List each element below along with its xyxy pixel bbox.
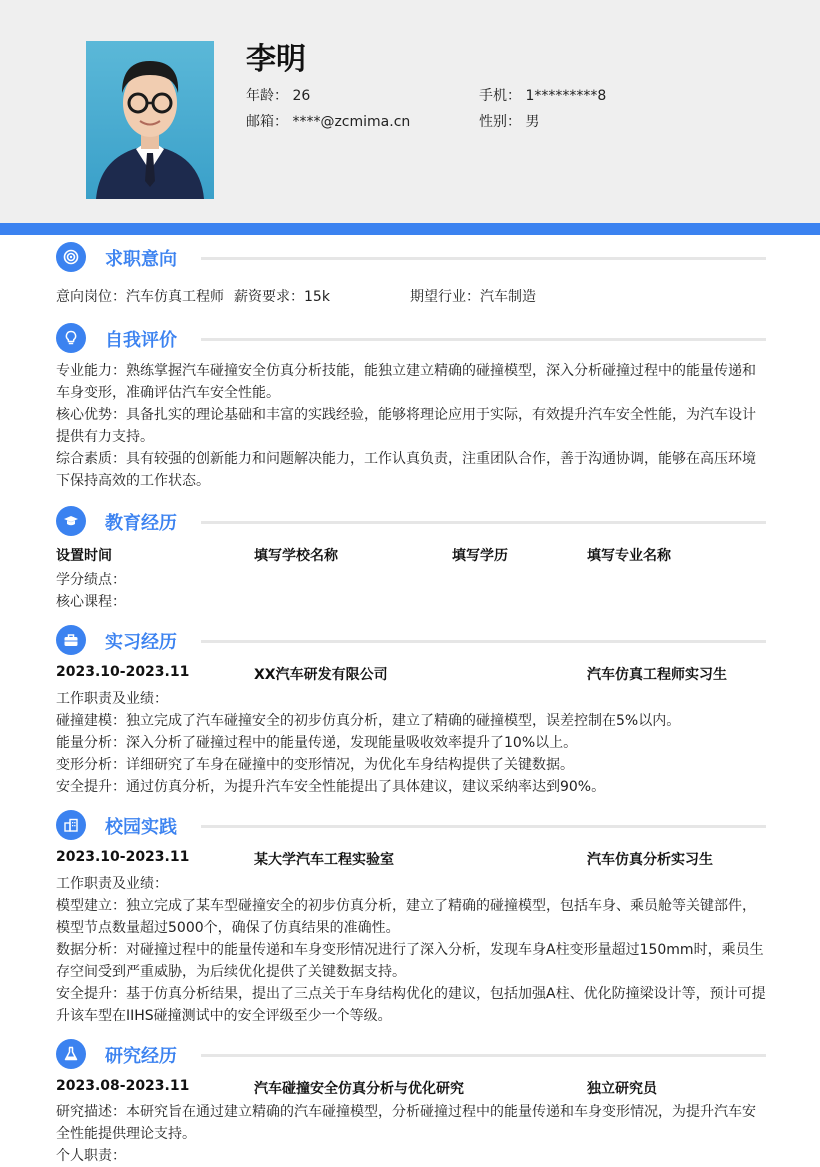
section-title: 自我评价 <box>105 330 177 351</box>
section-title: 求职意向 <box>105 249 177 270</box>
education-school: 填写学校名称 <box>254 548 338 564</box>
internship-line: 碰撞建模：独立完成了汽车碰撞安全的初步仿真分析，建立了精确的碰撞模型，误差控制在5%以内。 <box>56 713 681 729</box>
research-line: 个人职责： <box>56 1148 126 1164</box>
campus-line: 安全提升：基于仿真分析结果，提出了三点关于车身结构优化的建议，包括加强A柱、优化防撞梁设计等，预计可提升该车型在IIHS碰撞测试中的安全评级至少一个等级。 <box>56 986 766 1024</box>
candidate-name: 李明 <box>246 42 306 77</box>
education-gpa: 学分绩点： <box>56 572 126 588</box>
section-internship <box>56 625 766 657</box>
section-title: 校园实践 <box>105 817 177 838</box>
section-education <box>56 506 766 538</box>
section-divider <box>201 640 766 643</box>
section-title: 实习经历 <box>105 632 177 653</box>
internship-role: 汽车仿真工程师实习生 <box>587 667 727 683</box>
section-campus-practice <box>56 810 766 842</box>
salary-expectation: 薪资要求：15k <box>234 289 330 305</box>
profile-photo <box>86 41 214 199</box>
intended-position: 意向岗位：汽车仿真工程师 <box>56 289 224 305</box>
section-self-evaluation <box>56 323 766 355</box>
self-eval-line: 核心优势：具备扎实的理论基础和丰富的实践经验，能够将理论应用于实际，有效提升汽车安全性能，为汽车设计提供有力支持。 <box>56 407 756 445</box>
self-eval-line: 专业能力：熟练掌握汽车碰撞安全仿真分析技能，能独立建立精确的碰撞模型，深入分析碰撞过程中的能量传递和车身变形，准确评估汽车安全性能。 <box>56 363 756 401</box>
internship-line: 工作职责及业绩： <box>56 691 168 707</box>
campus-line: 数据分析：对碰撞过程中的能量传递和车身变形情况进行了深入分析，发现车身A柱变形量超过150mm时，乘员生存空间受到严重威胁，为后续优化提供了关键数据支持。 <box>56 942 764 980</box>
section-research <box>56 1039 766 1071</box>
internship-line: 安全提升：通过仿真分析，为提升汽车安全性能提出了具体建议，建议采纳率达到90%。 <box>56 779 606 795</box>
phone-field: 手机： 1*********8 <box>479 88 607 104</box>
section-job-intent <box>56 242 766 274</box>
section-divider <box>201 825 766 828</box>
expected-industry: 期望行业：汽车制造 <box>410 289 536 305</box>
campus-role: 汽车仿真分析实习生 <box>587 852 713 868</box>
internship-line: 能量分析：深入分析了碰撞过程中的能量传递，发现能量吸收效率提升了10%以上。 <box>56 735 578 751</box>
section-divider <box>201 257 766 260</box>
self-eval-line: 综合素质：具有较强的创新能力和问题解决能力，工作认真负责，注重团队合作，善于沟通协调，能够在高压环境下保持高效的工作状态。 <box>56 451 756 489</box>
section-title: 教育经历 <box>105 513 177 534</box>
header-accent-bar <box>0 223 820 235</box>
research-role: 独立研究员 <box>587 1081 657 1097</box>
education-courses: 核心课程： <box>56 594 126 610</box>
target-icon <box>56 242 86 272</box>
internship-company: XX汽车研发有限公司 <box>254 667 388 683</box>
education-major: 填写专业名称 <box>587 548 671 564</box>
email-field: 邮箱： ****@zcmima.cn <box>246 114 411 130</box>
section-divider <box>201 338 766 341</box>
education-degree: 填写学历 <box>452 548 508 564</box>
research-time: 2023.08-2023.11 <box>56 1078 190 1094</box>
section-title: 研究经历 <box>105 1046 177 1067</box>
campus-line: 工作职责及业绩： <box>56 876 168 892</box>
lightbulb-icon <box>56 323 86 353</box>
flask-icon <box>56 1039 86 1069</box>
age-field: 年龄： 26 <box>246 88 311 104</box>
research-line: 研究描述：本研究旨在通过建立精确的汽车碰撞模型，分析碰撞过程中的能量传递和车身变形情况，为提升汽车安全性能提供理论支持。 <box>56 1104 756 1142</box>
campus-line: 模型建立：独立完成了某车型碰撞安全的初步仿真分析，建立了精确的碰撞模型，包括车身、乘员舱等关键部件，模型节点数量超过5000个，确保了仿真结果的准确性。 <box>56 898 756 936</box>
graduation-cap-icon <box>56 506 86 536</box>
briefcase-icon <box>56 625 86 655</box>
section-divider <box>201 1054 766 1057</box>
campus-time: 2023.10-2023.11 <box>56 849 190 865</box>
building-icon <box>56 810 86 840</box>
gender-field: 性别： 男 <box>479 114 540 130</box>
internship-time: 2023.10-2023.11 <box>56 664 190 680</box>
campus-organization: 某大学汽车工程实验室 <box>254 852 394 868</box>
internship-line: 变形分析：详细研究了车身在碰撞中的变形情况，为优化车身结构提供了关键数据。 <box>56 757 574 773</box>
education-time: 设置时间 <box>56 548 112 564</box>
section-divider <box>201 521 766 524</box>
research-project: 汽车碰撞安全仿真分析与优化研究 <box>254 1081 464 1097</box>
